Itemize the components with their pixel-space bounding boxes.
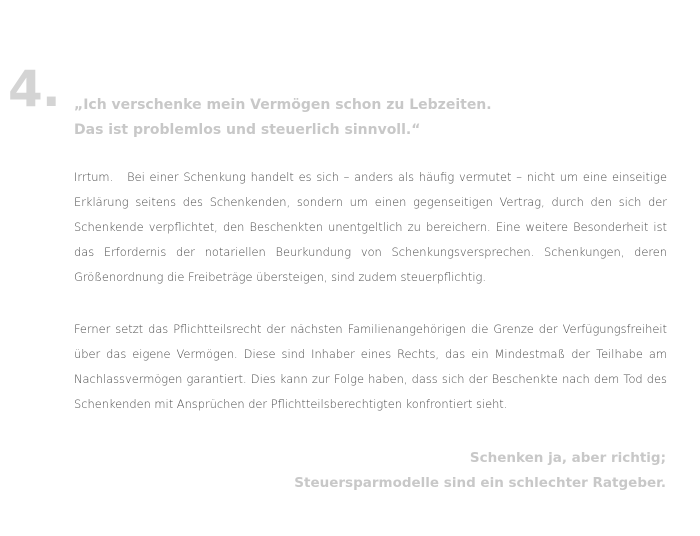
paragraph-1-text: Bei einer Schenkung handelt es sich – anders als häufig vermutet – nicht um eine einseitige Erklärung seitens des Schenkenden, sondern um einen gegenseitigen Vertrag, durch den sich der Schenkende verpflichtet, den Beschenkten unentgeltlich zu bereichern. Eine weitere Besonderheit ist das Erfordernis der notariellen Beurkundung von Schenkungsversprechen. Schenkungen, deren Größenordnung die Freibeträge übersteigen, sind zudem steuerpflichtig. (74, 170, 667, 284)
headline-line-1: „Ich verschenke mein Vermögen schon zu Lebzeiten. (74, 97, 492, 113)
paragraph-pflichtteil: Ferner setzt das Pflichtteilsrecht der nächsten Familienangehörigen die Grenze der Verfügungsfreiheit über das eigene Vermögen. Diese sind Inhaber eines Rechts, das ein Mindestmaß der Teilhabe am Nachlassvermögen garantiert. Dies kann zur Folge haben, dass sich der Beschenkte nach dem Tod des Schenkenden mit Ansprüchen der Pflichtteilsberechtigten konfrontiert sieht. (74, 322, 667, 411)
paragraph-irrtum (74, 165, 667, 290)
paragraph-lead: Irrtum. (74, 170, 114, 184)
section-headline (74, 93, 594, 143)
headline-line-2: Das ist problemlos und steuerlich sinnvoll.“ (74, 122, 421, 138)
closing-line-2: Steuersparmodelle sind ein schlechter Ratgeber. (294, 475, 666, 491)
section-number: 4. (8, 60, 60, 118)
closing-statement (146, 446, 666, 496)
closing-line-1: Schenken ja, aber richtig; (469, 450, 666, 466)
